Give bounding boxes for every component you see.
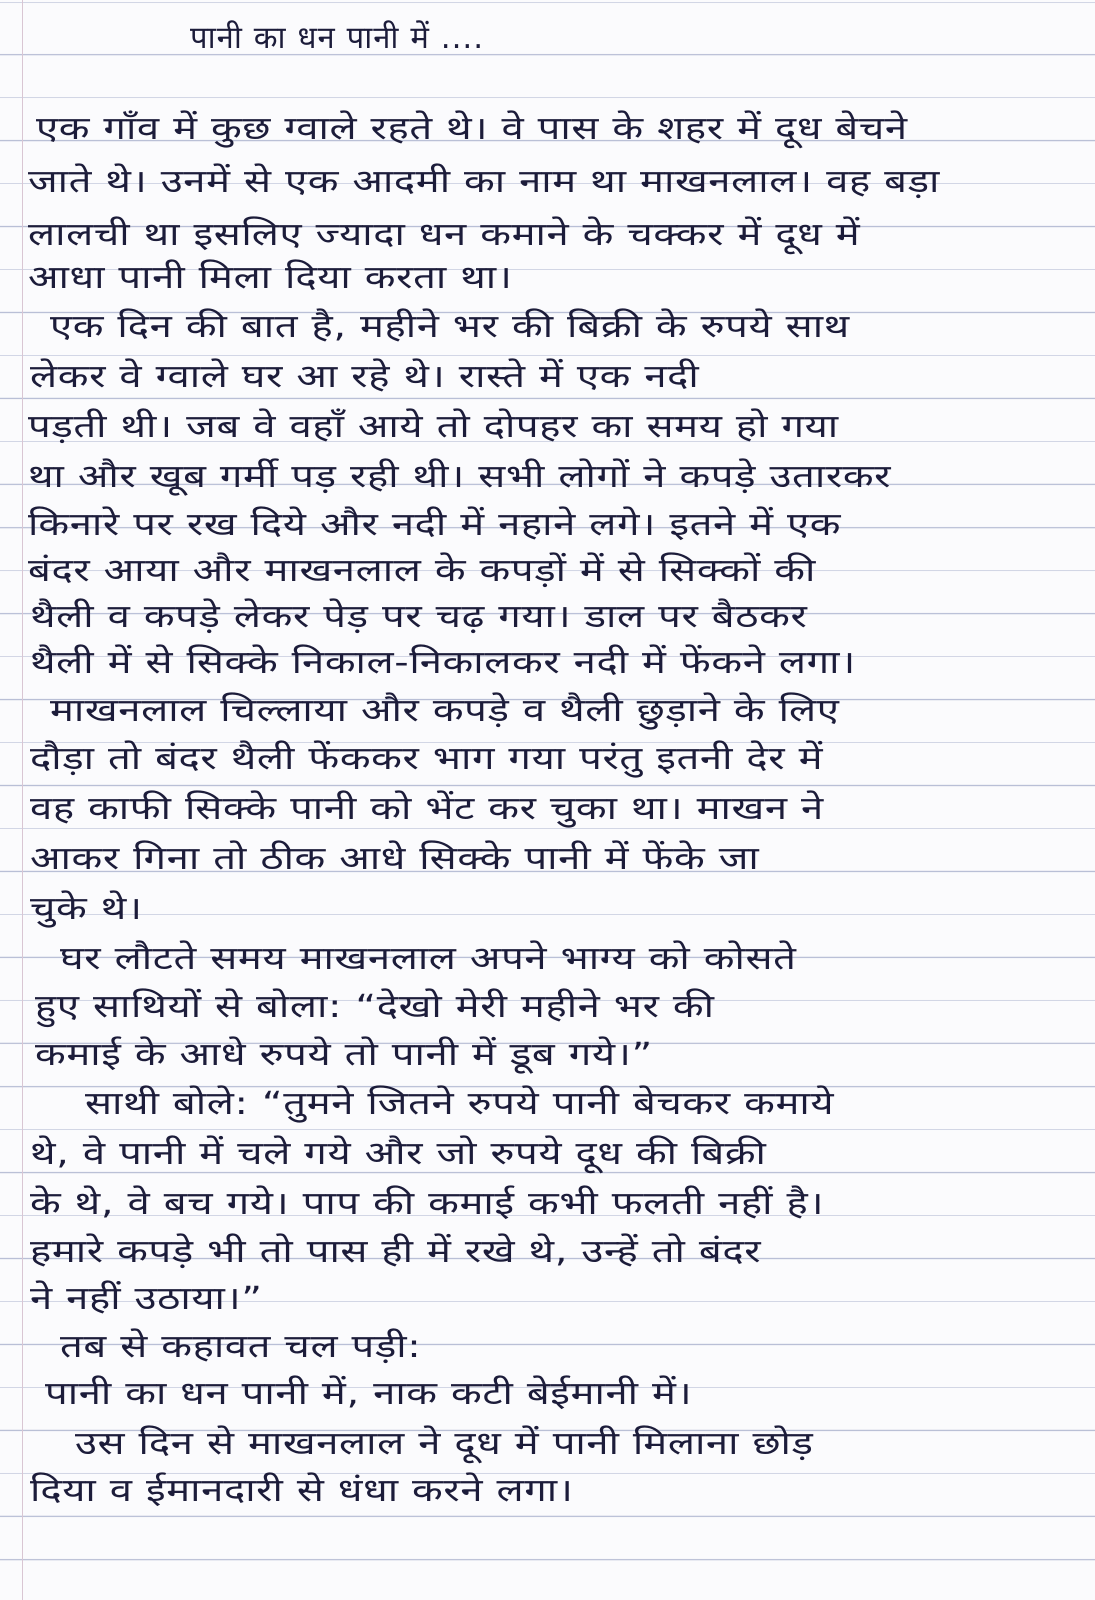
story-line-26: तब से कहावत चल पड़ी: bbox=[60, 1327, 422, 1365]
story-line-22: थे, वे पानी में चले गये और जो रुपये दूध की बिक्री bbox=[30, 1134, 767, 1172]
story-line-9: किनारे पर रख दिये और नदी में नहाने लगे। इतने में एक bbox=[28, 505, 842, 543]
story-line-3: लालची था इसलिए ज्यादा धन कमाने के चक्कर में दूध में bbox=[28, 215, 861, 253]
story-line-25: ने नहीं उठाया।” bbox=[30, 1279, 263, 1317]
story-line-10: बंदर आया और माखनलाल के कपड़ों में से सिक्कों की bbox=[28, 551, 817, 589]
story-line-1: एक गाँव में कुछ ग्वाले रहते थे। वे पास के शहर में दूध बेचने bbox=[36, 109, 908, 147]
story-line-23: के थे, वे बच गये। पाप की कमाई कभी फलती नहीं है। bbox=[30, 1184, 825, 1222]
story-title: पानी का धन पानी में .... bbox=[190, 20, 485, 56]
story-line-4: आधा पानी मिला दिया करता था। bbox=[28, 258, 513, 296]
story-line-11: थैली व कपड़े लेकर पेड़ पर चढ़ गया। डाल पर बैठकर bbox=[30, 597, 808, 635]
story-line-13: माखनलाल चिल्लाया और कपड़े व थैली छुड़ाने के लिए bbox=[50, 691, 840, 729]
story-line-5: एक दिन की बात है, महीने भर की बिक्री के रुपये साथ bbox=[50, 307, 850, 345]
story-line-14: दौड़ा तो बंदर थैली फेंककर भाग गया परंतु इतनी देर में bbox=[30, 739, 824, 777]
story-line-27: पानी का धन पानी में, नाक कटी बेईमानी में। bbox=[45, 1374, 693, 1412]
story-line-8: था और खूब गर्मी पड़ रही थी। सभी लोगों ने कपड़े उतारकर bbox=[28, 457, 892, 495]
story-line-24: हमारे कपड़े भी तो पास ही में रखे थे, उन्हें तो बंदर bbox=[30, 1232, 762, 1270]
story-line-21: साथी बोले: “तुमने जितने रुपये पानी बेचकर कमाये bbox=[85, 1084, 835, 1122]
margin-line bbox=[22, 0, 23, 1600]
story-line-16: आकर गिना तो ठीक आधे सिक्के पानी में फेंके जा bbox=[30, 839, 760, 877]
story-line-19: हुए साथियों से बोला: “देखो मेरी महीने भर की bbox=[35, 987, 715, 1025]
story-line-2: जाते थे। उनमें से एक आदमी का नाम था माखनलाल। वह बड़ा bbox=[28, 162, 941, 200]
story-line-17: चुके थे। bbox=[30, 889, 143, 927]
story-line-12: थैली में से सिक्के निकाल-निकालकर नदी में फेंकने लगा। bbox=[30, 643, 856, 681]
story-line-15: वह काफी सिक्के पानी को भेंट कर चुका था। माखन ने bbox=[30, 789, 824, 827]
story-line-7: पड़ती थी। जब वे वहाँ आये तो दोपहर का समय हो गया bbox=[28, 407, 839, 445]
story-line-29: दिया व ईमानदारी से धंधा करने लगा। bbox=[30, 1471, 574, 1509]
story-line-18: घर लौटते समय माखनलाल अपने भाग्य को कोसते bbox=[60, 939, 797, 977]
story-line-6: लेकर वे ग्वाले घर आ रहे थे। रास्ते में एक नदी bbox=[30, 357, 700, 395]
story-line-20: कमाई के आधे रुपये तो पानी में डूब गये।” bbox=[35, 1035, 653, 1073]
story-line-28: उस दिन से माखनलाल ने दूध में पानी मिलाना छोड़ bbox=[75, 1424, 814, 1462]
